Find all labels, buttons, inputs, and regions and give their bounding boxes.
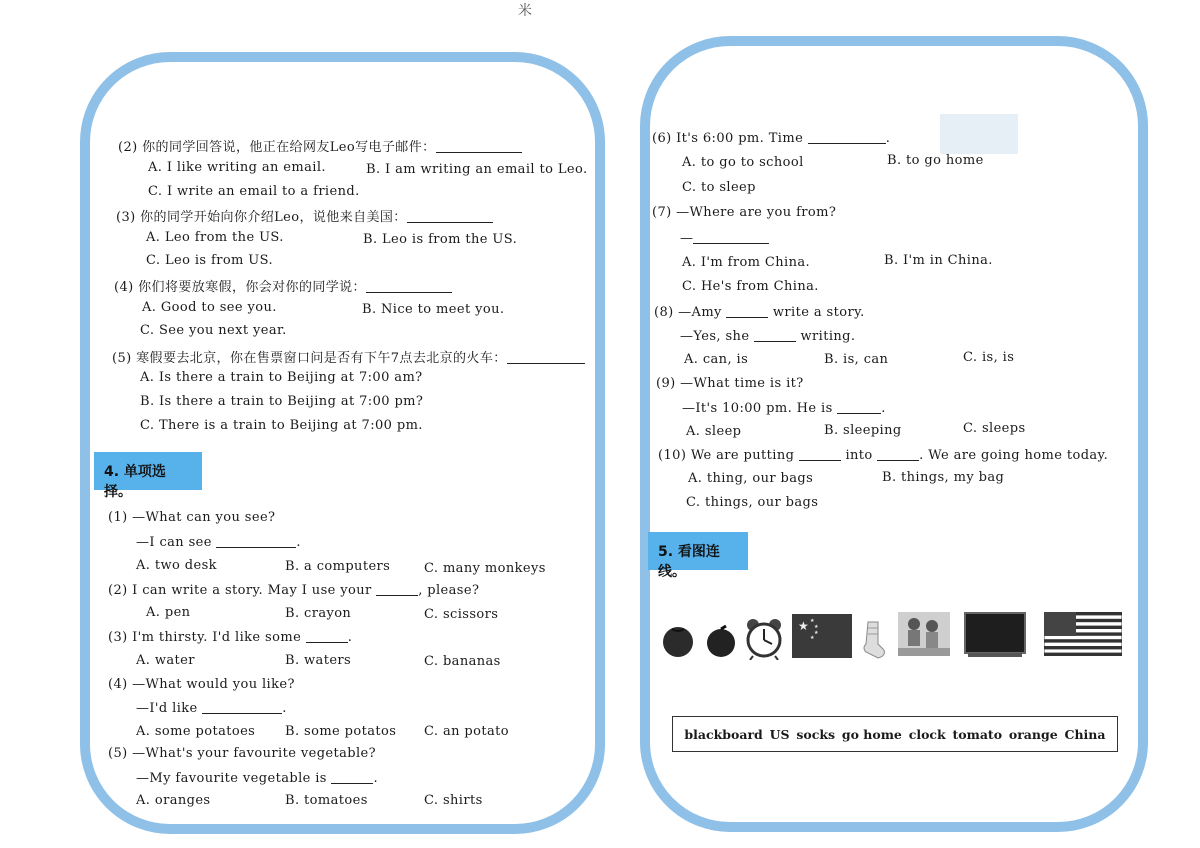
q2-option-a: A. I like writing an email. xyxy=(148,160,326,175)
word-socks: socks xyxy=(796,726,836,742)
mc9-option-b: B. sleeping xyxy=(824,423,902,438)
svg-text:★: ★ xyxy=(814,624,819,630)
blackboard-picture xyxy=(964,612,1026,658)
q3-option-c: C. Leo is from US. xyxy=(146,253,274,268)
mc3-option-a: A. water xyxy=(136,653,195,668)
alarm-clock-picture xyxy=(744,616,784,660)
word-us: US xyxy=(769,726,790,742)
word-orange: orange xyxy=(1008,726,1058,742)
svg-text:★: ★ xyxy=(814,630,819,636)
mc9-answer-line: —It's 10:00 pm. He is . xyxy=(682,401,886,416)
mc6-question: (6) It's 6:00 pm. Time . xyxy=(652,131,891,146)
q5-prompt: (5) 寒假要去北京，你在售票窗口问是否有下午7点去北京的火车： xyxy=(112,347,585,366)
socks-picture xyxy=(860,620,888,660)
mc8-option-b: B. is, can xyxy=(824,352,889,367)
word-clock: clock xyxy=(908,726,946,742)
q2-prompt: (2) 你的同学回答说，他正在给网友Leo写电子邮件： xyxy=(118,136,522,155)
mc7-option-b: B. I'm in China. xyxy=(884,253,993,268)
mc9-option-c: C. sleeps xyxy=(963,421,1026,436)
china-flag-picture xyxy=(792,614,852,658)
mc1-option-b: B. a computers xyxy=(285,559,391,574)
q4-option-c: C. See you next year. xyxy=(140,323,287,338)
mc1-question: (1) —What can you see? xyxy=(108,510,276,525)
mc5-option-b: B. tomatoes xyxy=(285,793,368,808)
orange-picture xyxy=(704,624,738,658)
mc5-question: (5) —What's your favourite vegetable? xyxy=(108,746,377,761)
q5-option-a: A. Is there a train to Beijing at 7:00 am? xyxy=(140,370,423,385)
mc6-option-c: C. to sleep xyxy=(682,180,756,195)
word-bank xyxy=(672,716,1118,752)
mc9-option-a: A. sleep xyxy=(686,424,742,439)
tomato-picture xyxy=(660,624,696,658)
mc4-option-c: C. an potato xyxy=(424,724,509,739)
mc10-option-b: B. things, my bag xyxy=(882,470,1005,485)
mc4-option-b: B. some potatos xyxy=(285,724,397,739)
faded-sticker xyxy=(940,114,1018,154)
q5-option-b: B. Is there a train to Beijing at 7:00 pm? xyxy=(140,394,424,409)
mc1-option-a: A. two desk xyxy=(136,558,217,573)
mc7-option-c: C. He's from China. xyxy=(682,279,819,294)
mc8-option-a: A. can, is xyxy=(684,352,749,367)
q4-option-b: B. Nice to meet you. xyxy=(362,302,505,317)
mc8-option-c: C. is, is xyxy=(963,350,1015,365)
svg-text:★: ★ xyxy=(798,619,809,633)
mc3-option-b: B. waters xyxy=(285,653,352,668)
mc2-option-c: C. scissors xyxy=(424,607,499,622)
mc5-option-c: C. shirts xyxy=(424,793,483,808)
mc7-option-a: A. I'm from China. xyxy=(682,255,811,270)
q3-option-b: B. Leo is from the US. xyxy=(363,232,518,247)
word-go-home: go home xyxy=(841,726,902,742)
q4-option-a: A. Good to see you. xyxy=(142,300,277,315)
us-flag-picture xyxy=(1044,612,1122,656)
section-5-header: 5. 看图连线。 xyxy=(648,532,748,570)
word-china: China xyxy=(1064,726,1106,742)
mc5-option-a: A. oranges xyxy=(136,793,211,808)
section-4-header: 4. 单项选择。 xyxy=(94,452,202,490)
mc7-answer-line: — xyxy=(680,230,769,246)
mc4-answer-line: —I'd like . xyxy=(136,701,287,716)
mc8-answer-line: —Yes, she writing. xyxy=(680,329,856,344)
mc9-question: (9) —What time is it? xyxy=(656,376,804,391)
q5-option-c: C. There is a train to Beijing at 7:00 pm. xyxy=(140,418,423,433)
mc2-question: (2) I can write a story. May I use your , please? xyxy=(108,583,480,598)
word-blackboard: blackboard xyxy=(684,726,763,742)
q4-prompt: (4) 你们将要放寒假，你会对你的同学说： xyxy=(114,276,452,295)
q2-option-c: C. I write an email to a friend. xyxy=(148,184,360,199)
mc10-option-a: A. thing, our bags xyxy=(688,471,814,486)
mc4-question: (4) —What would you like? xyxy=(108,677,295,692)
mc1-answer-line: —I can see . xyxy=(136,535,301,550)
mc3-question: (3) I'm thirsty. I'd like some . xyxy=(108,630,353,645)
mc10-option-c: C. things, our bags xyxy=(686,495,819,510)
q2-option-b: B. I am writing an email to Leo. xyxy=(366,162,588,177)
mc3-option-c: C. bananas xyxy=(424,654,501,669)
mc8-question: (8) —Amy write a story. xyxy=(654,305,865,320)
mc6-option-b: B. to go home xyxy=(887,153,984,168)
mc4-option-a: A. some potatoes xyxy=(136,724,256,739)
svg-text:★: ★ xyxy=(810,618,815,624)
mc1-option-c: C. many monkeys xyxy=(424,561,546,576)
mc5-answer-line: —My favourite vegetable is . xyxy=(136,771,378,786)
q3-prompt: (3) 你的同学开始向你介绍Leo，说他来自美国： xyxy=(116,206,493,225)
mc2-option-a: A. pen xyxy=(146,605,191,620)
mc2-option-b: B. crayon xyxy=(285,606,352,621)
top-mark: 米 xyxy=(518,3,532,19)
word-tomato: tomato xyxy=(952,726,1003,742)
mc6-option-a: A. to go to school xyxy=(682,155,804,170)
mc10-question: (10) We are putting into . We are going home today. xyxy=(658,448,1109,463)
mc7-question: (7) —Where are you from? xyxy=(652,205,837,220)
go-home-picture xyxy=(898,612,950,656)
svg-text:★: ★ xyxy=(810,635,815,641)
q3-option-a: A. Leo from the US. xyxy=(146,230,284,245)
